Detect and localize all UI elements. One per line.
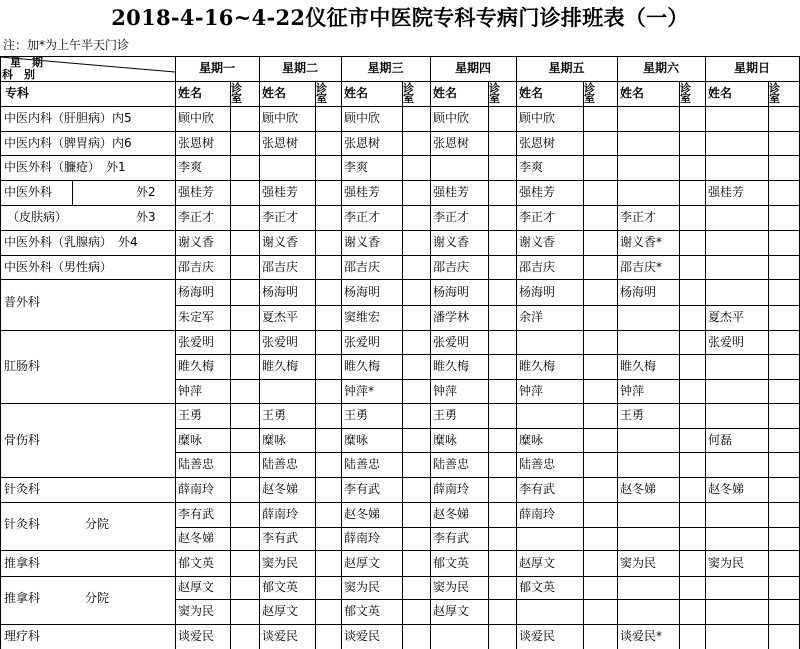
doctor-name: 王勇 [620, 408, 645, 422]
room-column-header: 诊室 [231, 82, 242, 105]
department-suffix-4: 外2 [136, 185, 156, 199]
day-header-5: 星期五 [548, 61, 585, 75]
doctor-name: 张恩树 [519, 136, 556, 150]
doctor-name: 谈爱民 [178, 629, 215, 643]
doctor-name: 张爱明 [178, 335, 215, 349]
room-column-header: 诊室 [584, 82, 595, 105]
department-label-13: 推拿科 [4, 556, 41, 570]
doctor-name: 谈爱民 [262, 629, 299, 643]
name-column-header: 姓名 [262, 86, 287, 100]
department-label-9: 肛肠科 [4, 359, 41, 373]
doctor-name: 郁文英 [344, 604, 381, 618]
doctor-name: 强桂芳 [262, 185, 299, 199]
doctor-name: 窦为民 [620, 556, 657, 570]
department-label-10: 骨伤科 [4, 433, 41, 447]
doctor-name: 陆善忠 [344, 457, 381, 471]
department-label-3: 中医外科（臁疮） 外1 [4, 160, 126, 174]
doctor-name: 张爱明 [262, 335, 299, 349]
doctor-name: 薛南玲 [519, 507, 556, 521]
doctor-name: 陆善忠 [433, 457, 470, 471]
doctor-name: 赵厚文 [178, 580, 215, 594]
day-header-4: 星期四 [454, 61, 491, 75]
doctor-name: 张爱明 [433, 335, 470, 349]
doctor-name: 夏杰平 [262, 310, 299, 324]
doctor-name: 邵吉庆 [344, 260, 381, 274]
doctor-name: 强桂芳 [708, 185, 745, 199]
day-header-2: 星期二 [281, 61, 318, 75]
doctor-name: 李有武 [262, 531, 299, 545]
doctor-name: 谢义香 [262, 235, 299, 249]
corner-department-label: 科 别 [2, 68, 35, 81]
doctor-name: 睢久梅 [344, 359, 381, 373]
doctor-name: 睢久梅 [262, 359, 299, 373]
doctor-name: 张恩树 [433, 136, 470, 150]
department-label-2: 中医内科（脾胃病）内6 [4, 136, 132, 150]
doctor-name: 李正才 [262, 210, 299, 224]
doctor-name: 王勇 [178, 408, 203, 422]
doctor-name: 杨海明 [519, 285, 556, 299]
doctor-name: 谢义香 [519, 235, 556, 249]
doctor-name: 王勇 [344, 408, 369, 422]
name-column-header: 姓名 [620, 86, 645, 100]
doctor-name: 余洋 [519, 310, 544, 324]
doctor-name: 薛南玲 [433, 482, 470, 496]
department-label-5: （皮肤病） [7, 210, 68, 224]
doctor-name: 李有武 [433, 531, 470, 545]
doctor-name: 陆善忠 [262, 457, 299, 471]
doctor-name: 窦为民 [344, 580, 381, 594]
doctor-name: 顾中欣 [262, 111, 299, 125]
doctor-name: 薛南玲 [262, 507, 299, 521]
doctor-name: 钟萍* [344, 384, 375, 398]
doctor-name: 李爽 [178, 160, 203, 174]
doctor-name: 窦为民 [708, 556, 745, 570]
doctor-name: 王勇 [262, 408, 287, 422]
doctor-name: 薛南玲 [344, 531, 381, 545]
doctor-name: 邵吉庆 [178, 260, 215, 274]
doctor-name: 谈爱民* [620, 629, 663, 643]
room-column-header: 诊室 [769, 82, 780, 105]
doctor-name: 谢义香 [178, 235, 215, 249]
department-suffix-12: 分院 [85, 517, 110, 531]
doctor-name: 赵厚文 [519, 556, 556, 570]
doctor-name: 窦为民 [433, 580, 470, 594]
doctor-name: 赵冬娣 [344, 507, 381, 521]
doctor-name: 王勇 [433, 408, 458, 422]
doctor-name: 睢久梅 [620, 359, 657, 373]
department-label-12: 针灸科 [4, 517, 41, 531]
room-column-header: 诊室 [403, 82, 414, 105]
doctor-name: 睢久梅 [519, 359, 556, 373]
room-column-header: 诊室 [489, 82, 500, 105]
doctor-name: 赵冬娣 [178, 531, 215, 545]
doctor-name: 邵吉庆 [433, 260, 470, 274]
doctor-name: 钟萍 [178, 384, 203, 398]
doctor-name: 赵厚文 [433, 604, 470, 618]
doctor-name: 赵冬娣 [708, 482, 745, 496]
doctor-name: 张爱明 [708, 335, 745, 349]
day-header-7: 星期日 [733, 61, 770, 75]
department-label-4: 中医外科 [4, 185, 53, 199]
day-header-3: 星期三 [367, 61, 404, 75]
doctor-name: 李正才 [620, 210, 657, 224]
doctor-name: 李正才 [519, 210, 556, 224]
doctor-name: 陆善忠 [519, 457, 556, 471]
doctor-name: 顾中欣 [344, 111, 381, 125]
room-column-header: 诊室 [316, 82, 327, 105]
doctor-name: 赵冬娣 [262, 482, 299, 496]
doctor-name: 杨海明 [620, 285, 657, 299]
doctor-name: 李有武 [178, 507, 215, 521]
doctor-name: 夏杰平 [708, 310, 745, 324]
specialty-column-header: 专科 [5, 86, 30, 100]
doctor-name: 强桂芳 [433, 185, 470, 199]
name-column-header: 姓名 [178, 86, 203, 100]
doctor-name: 郁文英 [178, 556, 215, 570]
corner-weekday-label: 星 期 [10, 57, 43, 69]
doctor-name: 窦维宏 [344, 310, 381, 324]
doctor-name: 赵厚文 [262, 604, 299, 618]
doctor-name: 顾中欣 [433, 111, 470, 125]
schedule-title: 2018-4-16~4-22仪征市中医院专科专病门诊排班表（一） [111, 5, 689, 30]
doctor-name: 郁文英 [433, 556, 470, 570]
doctor-name: 陆善忠 [178, 457, 215, 471]
doctor-name: 邵吉庆 [519, 260, 556, 274]
doctor-name: 杨海明 [344, 285, 381, 299]
doctor-name: 糜咏 [178, 433, 203, 447]
doctor-name: 赵冬娣 [433, 507, 470, 521]
doctor-name: 李正才 [433, 210, 470, 224]
doctor-name: 张恩树 [262, 136, 299, 150]
department-label-6: 中医外科（乳腺病） 外4 [4, 235, 138, 249]
doctor-name: 强桂芳 [519, 185, 556, 199]
doctor-name: 邵吉庆 [262, 260, 299, 274]
doctor-name: 张恩树 [344, 136, 381, 150]
doctor-name: 郁文英 [262, 580, 299, 594]
doctor-name: 李正才 [344, 210, 381, 224]
doctor-name: 睢久梅 [433, 359, 470, 373]
doctor-name: 何磊 [708, 433, 733, 447]
department-suffix-5: 外3 [136, 210, 156, 224]
doctor-name: 糜咏 [519, 433, 544, 447]
name-column-header: 姓名 [344, 86, 369, 100]
doctor-name: 糜咏 [262, 433, 287, 447]
day-header-1: 星期一 [198, 61, 235, 75]
department-label-15: 理疗科 [4, 629, 41, 643]
department-label-11: 针灸科 [4, 482, 41, 496]
doctor-name: 杨海明 [433, 285, 470, 299]
doctor-name: 强桂芳 [178, 185, 215, 199]
doctor-name: 顾中欣 [519, 111, 556, 125]
doctor-name: 谈爱民 [519, 629, 556, 643]
doctor-name: 潘学林 [433, 310, 470, 324]
doctor-name: 李正才 [178, 210, 215, 224]
name-column-header: 姓名 [708, 86, 733, 100]
doctor-name: 窦为民 [178, 604, 215, 618]
doctor-name: 李有武 [519, 482, 556, 496]
doctor-name: 糜咏 [344, 433, 369, 447]
doctor-name: 谢义香 [433, 235, 470, 249]
department-label-8: 普外科 [4, 295, 41, 309]
doctor-name: 睢久梅 [178, 359, 215, 373]
doctor-name: 赵冬娣 [620, 482, 657, 496]
doctor-name: 薛南玲 [178, 482, 215, 496]
doctor-name: 谈爱民 [344, 629, 381, 643]
doctor-name: 李爽 [519, 160, 544, 174]
doctor-name: 李有武 [344, 482, 381, 496]
doctor-name: 赵厚文 [344, 556, 381, 570]
doctor-name: 朱定军 [178, 310, 215, 324]
doctor-name: 糜咏 [433, 433, 458, 447]
doctor-name: 谢义香 [344, 235, 381, 249]
department-suffix-14: 分院 [85, 591, 110, 605]
doctor-name: 谢义香* [620, 235, 663, 249]
doctor-name: 杨海明 [178, 285, 215, 299]
schedule-note: 注：加*为上午半天门诊 [3, 38, 130, 52]
doctor-name: 顾中欣 [178, 111, 215, 125]
doctor-name: 郁文英 [519, 580, 556, 594]
doctor-name: 张恩树 [178, 136, 215, 150]
name-column-header: 姓名 [519, 86, 544, 100]
doctor-name: 窦为民 [262, 556, 299, 570]
doctor-name: 强桂芳 [344, 185, 381, 199]
doctor-name: 钟萍 [433, 384, 458, 398]
department-label-14: 推拿科 [4, 591, 41, 605]
doctor-name: 杨海明 [262, 285, 299, 299]
day-header-6: 星期六 [642, 61, 679, 75]
doctor-name: 邵吉庆* [620, 260, 663, 274]
doctor-name: 李爽 [344, 160, 369, 174]
department-label-7: 中医外科（男性病） [4, 260, 113, 274]
name-column-header: 姓名 [433, 86, 458, 100]
doctor-name: 钟萍 [519, 384, 544, 398]
department-label-1: 中医内科（肝胆病）内5 [4, 111, 132, 125]
doctor-name: 钟萍 [620, 384, 645, 398]
doctor-name: 张爱明 [344, 335, 381, 349]
room-column-header: 诊室 [680, 82, 691, 105]
